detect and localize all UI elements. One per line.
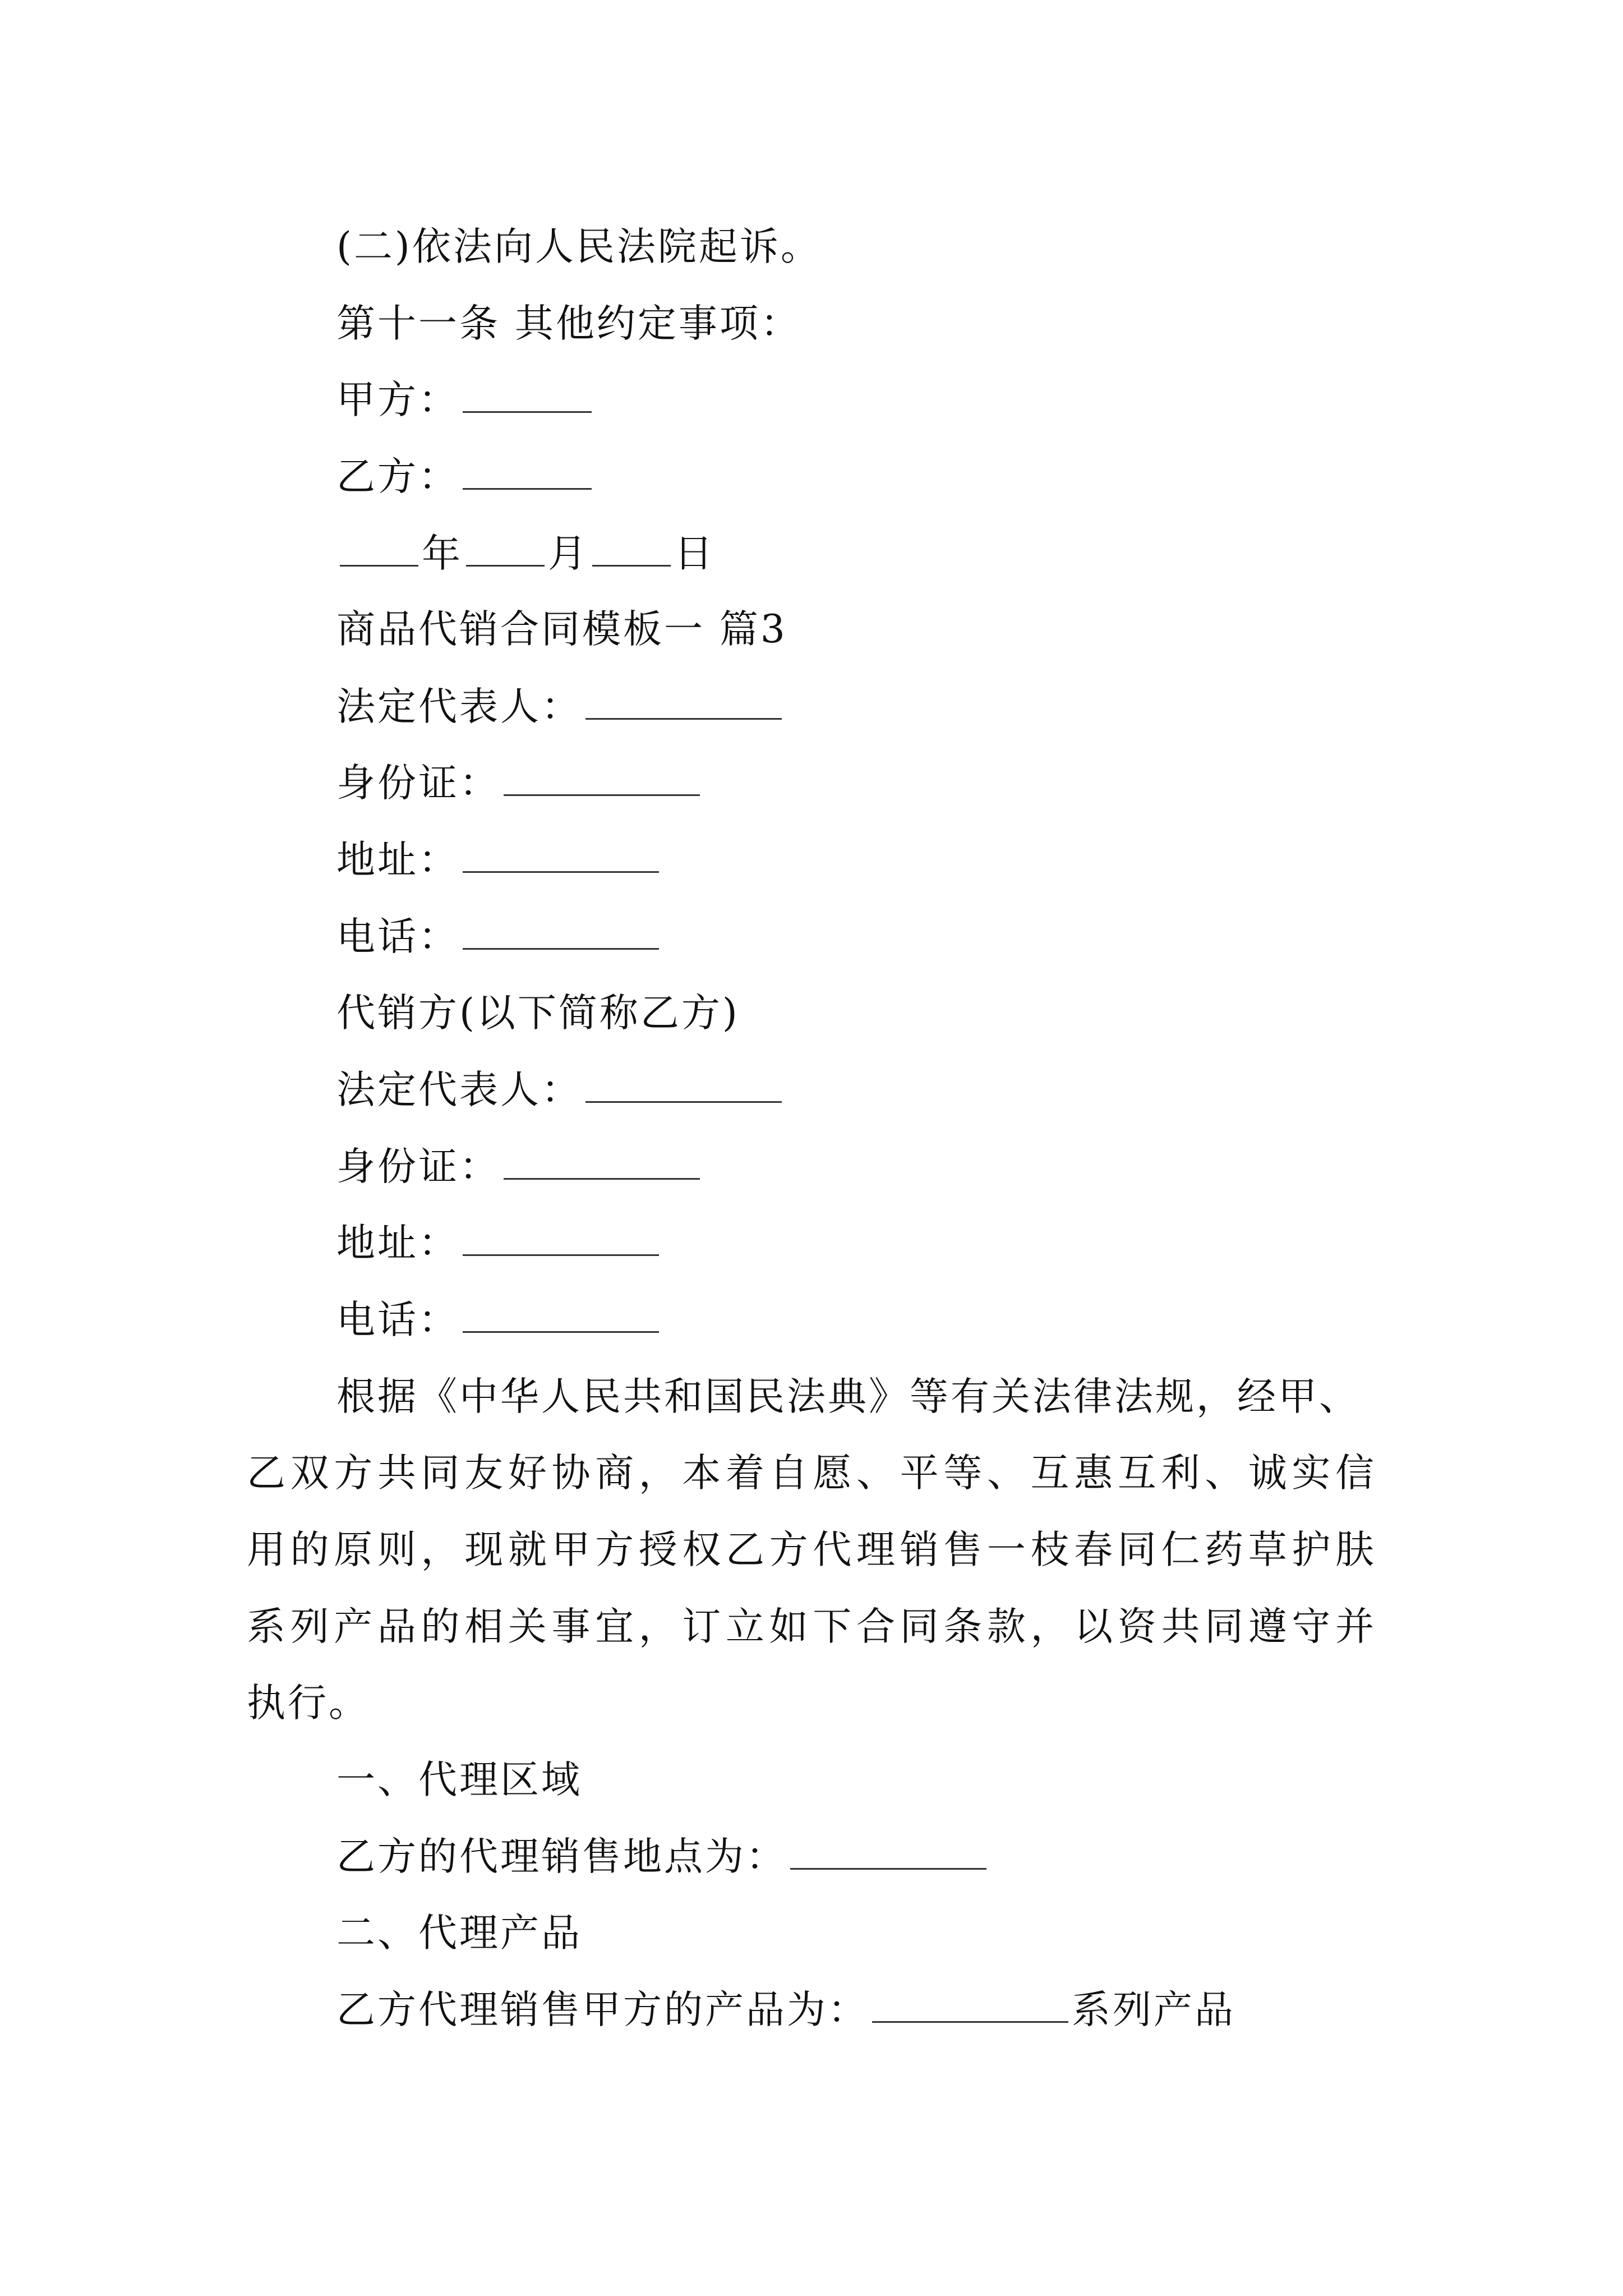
legal-rep-line-a: 法定代表人： xyxy=(336,679,785,735)
preamble-line-5: 执行。 xyxy=(247,1681,370,1726)
phone-line-a: 电话： xyxy=(336,909,662,965)
id-card-blank-a xyxy=(504,760,700,796)
phone-blank-a xyxy=(463,913,659,950)
clause-item-lawsuit: (二)依法向人民法院起诉。 xyxy=(336,224,822,269)
article-11-heading: 第十一条 其他约定事项： xyxy=(336,301,801,346)
agency-location-line: 乙方的代理销售地点为： xyxy=(336,1829,990,1885)
phone-blank-b xyxy=(463,1296,659,1333)
consignee-heading: 代销方(以下简称乙方) xyxy=(336,991,740,1036)
preamble-line-3: 用的原则，现就甲方授权乙方代理销售一枝春同仁药草护肤 xyxy=(247,1527,1376,1572)
address-line-b: 地址： xyxy=(336,1215,662,1271)
party-a-blank xyxy=(463,376,592,413)
section-title: 商品代销合同模板一 篇3 xyxy=(336,607,787,652)
legal-rep-blank-a xyxy=(585,683,782,720)
party-a-signature-line: 甲方： xyxy=(336,372,595,428)
section-1-title: 一、代理区域 xyxy=(336,1757,582,1802)
party-b-blank xyxy=(463,453,592,490)
preamble-line-1: 根据《中华人民共和国民法典》等有关法律法规，经甲、 xyxy=(336,1374,1360,1419)
month-blank xyxy=(466,530,545,567)
agency-location-blank xyxy=(790,1833,986,1870)
party-b-signature-line: 乙方： xyxy=(336,449,595,505)
legal-rep-line-b: 法定代表人： xyxy=(336,1062,785,1118)
address-line-a: 地址： xyxy=(336,832,662,888)
phone-line-b: 电话： xyxy=(336,1292,662,1348)
preamble-line-4: 系列产品的相关事宜，订立如下合同条款，以资共同遵守并 xyxy=(247,1604,1376,1649)
date-line: 年 月 日 xyxy=(336,526,715,582)
agency-product-blank xyxy=(872,1986,1068,2023)
year-blank xyxy=(340,530,418,567)
address-blank-b xyxy=(463,1220,659,1256)
id-card-line-b: 身份证： xyxy=(336,1139,703,1195)
day-blank xyxy=(592,530,671,567)
agency-product-line: 乙方代理销售甲方的产品为： 系列产品 xyxy=(336,1987,1235,2032)
legal-rep-blank-b xyxy=(585,1066,782,1103)
preamble-line-2: 乙双方共同友好协商，本着自愿、平等、互惠互利、诚实信 xyxy=(247,1451,1376,1496)
address-blank-a xyxy=(463,836,659,873)
id-card-blank-b xyxy=(504,1143,700,1180)
id-card-line-a: 身份证： xyxy=(336,755,703,811)
section-2-title: 二、代理产品 xyxy=(336,1911,582,1955)
